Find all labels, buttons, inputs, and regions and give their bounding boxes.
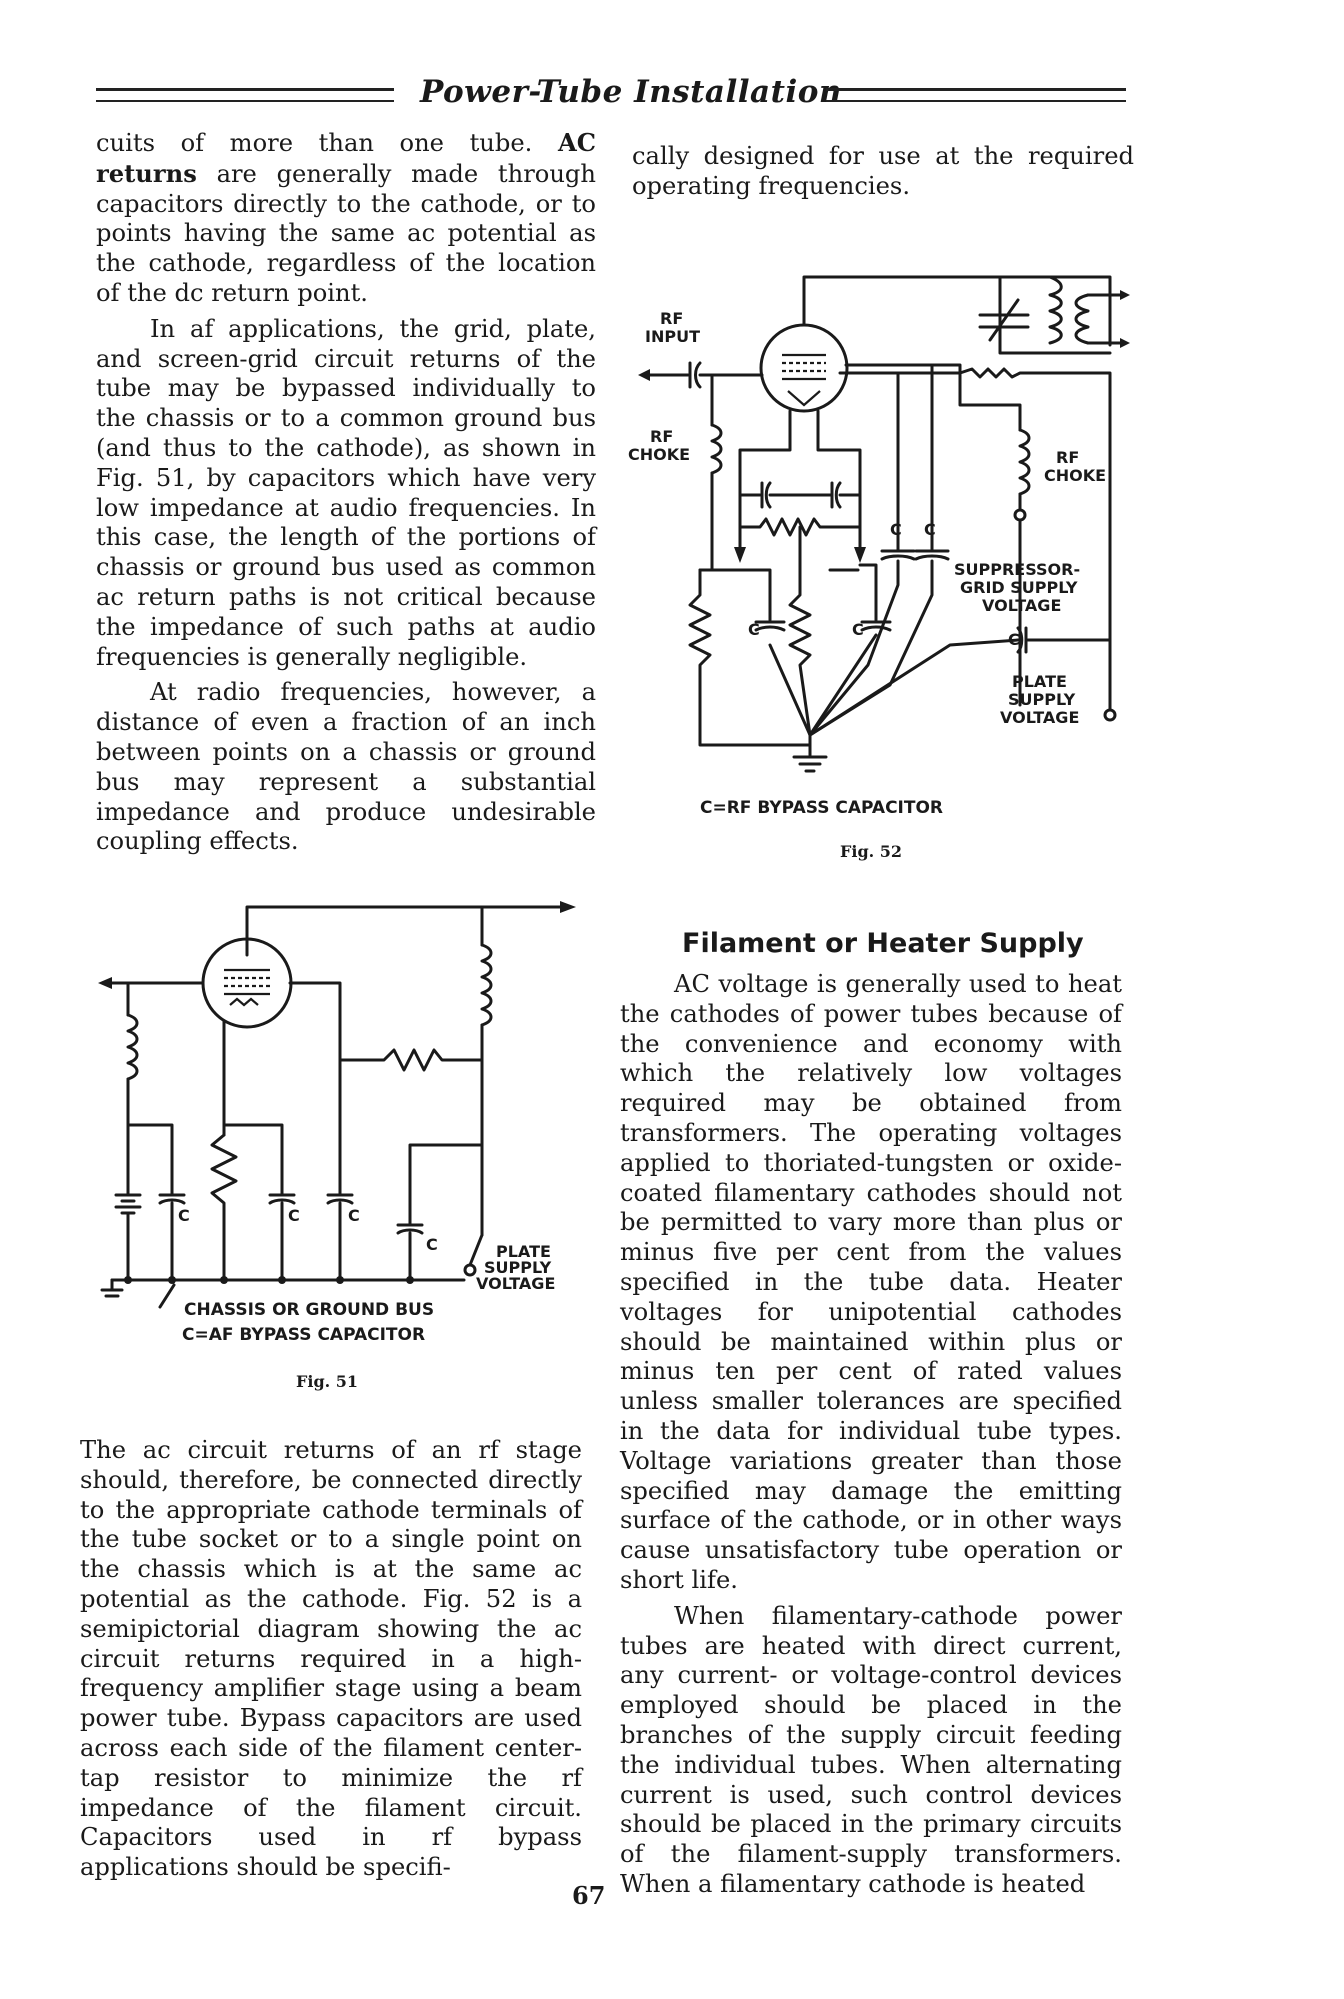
label-rf-input-2: INPUT bbox=[645, 327, 700, 346]
label-cap: C bbox=[348, 1206, 360, 1225]
label-plate-supply-3: VOLTAGE bbox=[476, 1274, 556, 1293]
figure-51-caption: Fig. 51 bbox=[296, 1372, 359, 1391]
text-run: are generally made through capacitors directly to the cathode, or to points having the same ac potential as the cathode, regardless of the location of the dc return point. bbox=[96, 159, 596, 307]
label-plate-supply-1: PLATE bbox=[496, 1242, 551, 1261]
figure-51-diagram bbox=[92, 895, 612, 1350]
paragraph-rf-stage-returns: The ac circuit returns of an rf stage should, therefore, be connected directly to the appropriate cathode terminals of the tube socket or to a single point on the chassis which is at the same ac potential as the cathode. Fig. 52 is a semipictorial diagram showing the ac circuit returns required in a high-frequency amplifier stage using a beam power tube. Bypass capacitors are used across each side of the filament center-tap resistor to minimize the rf impedance of the filament circuit. Capacitors used in rf bypass applications should be specifi- bbox=[80, 1436, 582, 1882]
page-title: Power-Tube Installation bbox=[420, 74, 842, 110]
label-rf-choke-left-1: RF bbox=[650, 427, 674, 446]
page-number: 67 bbox=[572, 1881, 606, 1910]
label-cap: C bbox=[426, 1235, 438, 1254]
label-cap: C bbox=[748, 620, 760, 639]
label-rf-choke-left-2: CHOKE bbox=[628, 445, 691, 464]
label-rf-choke-right-1: RF bbox=[1056, 448, 1080, 467]
label-cap: C bbox=[890, 520, 902, 539]
paragraph-radio-frequencies: At radio frequencies, however, a distance of even a fraction of an inch between points on a chassis or ground bus may represent a substantial impedance and produce undesirable coupling effects. bbox=[96, 678, 596, 856]
paragraph-af-applications: In af applications, the grid, plate, and screen-grid circuit returns of the tube may be bypassed individually to the chassis or to a common ground bus (and thus to the cathode), as shown in Fig. 51, by capacitors which have very low impedance at audio frequencies. In this case, the length of the portions of chassis or ground bus used as common ac return paths is not critical because the impedance of such paths at audio frequencies is generally negligible. bbox=[96, 314, 596, 671]
label-plate-3: VOLTAGE bbox=[1000, 708, 1080, 727]
label-cap: C bbox=[852, 620, 864, 639]
figure-52-legend: C=RF BYPASS CAPACITOR bbox=[700, 798, 944, 818]
label-plate-2: SUPPLY bbox=[1008, 690, 1076, 709]
label-cap: C bbox=[1008, 630, 1020, 649]
label-cap: C bbox=[288, 1206, 300, 1225]
figure-52-diagram bbox=[620, 265, 1140, 840]
emphasis-ac-returns: AC returns bbox=[96, 128, 596, 188]
label-rf-choke-right-2: CHOKE bbox=[1044, 466, 1107, 485]
running-header bbox=[96, 74, 1126, 118]
beam-power-tube-icon bbox=[761, 325, 847, 411]
figure-52-caption: Fig. 52 bbox=[840, 842, 903, 861]
left-column-bottom-text bbox=[80, 1436, 582, 1883]
right-column-top-text bbox=[632, 142, 1134, 202]
label-suppressor-1: SUPPRESSOR- bbox=[954, 560, 1081, 579]
text-run: cuits of more than one tube. bbox=[96, 129, 533, 157]
label-suppressor-2: GRID SUPPLY bbox=[960, 578, 1078, 597]
paragraph-filamentary-dc: When filamentary-cathode power tubes are heated with direct current, any current- or voltage-control devices employed should be placed in the branches of the supply circuit feeding the individual tubes. When alternating current is used, such control devices should be placed in the primary circuits of the filament-supply transformers. When a filamentary cathode is heated bbox=[620, 1601, 1122, 1898]
label-rf-input-1: RF bbox=[660, 309, 684, 328]
label-plate-1: PLATE bbox=[1012, 672, 1067, 691]
paragraph-continuation: cally designed for use at the required operating frequencies. bbox=[632, 142, 1134, 200]
label-plate-supply-2: SUPPLY bbox=[484, 1258, 552, 1277]
paragraph-ac-returns bbox=[96, 128, 596, 309]
header-rule-right bbox=[826, 88, 1126, 102]
header-rule-left bbox=[96, 88, 394, 102]
right-column-text bbox=[620, 970, 1122, 1900]
label-chassis-bus: CHASSIS OR GROUND BUS bbox=[184, 1300, 435, 1320]
left-column-top-text bbox=[96, 128, 596, 857]
label-cap: C bbox=[178, 1206, 190, 1225]
figure-51-legend: C=AF BYPASS CAPACITOR bbox=[182, 1325, 426, 1345]
section-heading: Filament or Heater Supply bbox=[682, 928, 1084, 959]
label-suppressor-3: VOLTAGE bbox=[982, 596, 1062, 615]
label-cap: C bbox=[924, 520, 936, 539]
paragraph-ac-voltage: AC voltage is generally used to heat the cathodes of power tubes because of the convenience and economy with which the relatively low voltages required may be obtained from transformers. The operating voltages applied to thoriated-tungsten or oxide-coated filamentary cathodes should not be permitted to vary more than plus or minus five per cent from the values specified in the tube data. Heater voltages for unipotential cathodes should be maintained within plus or minus ten per cent of rated values unless smaller tolerances are specified in the data for individual tube types. Voltage variations greater than those specified may damage the emitting surface of the cathode, or in other ways cause unsatisfactory tube operation or short life. bbox=[620, 970, 1122, 1594]
